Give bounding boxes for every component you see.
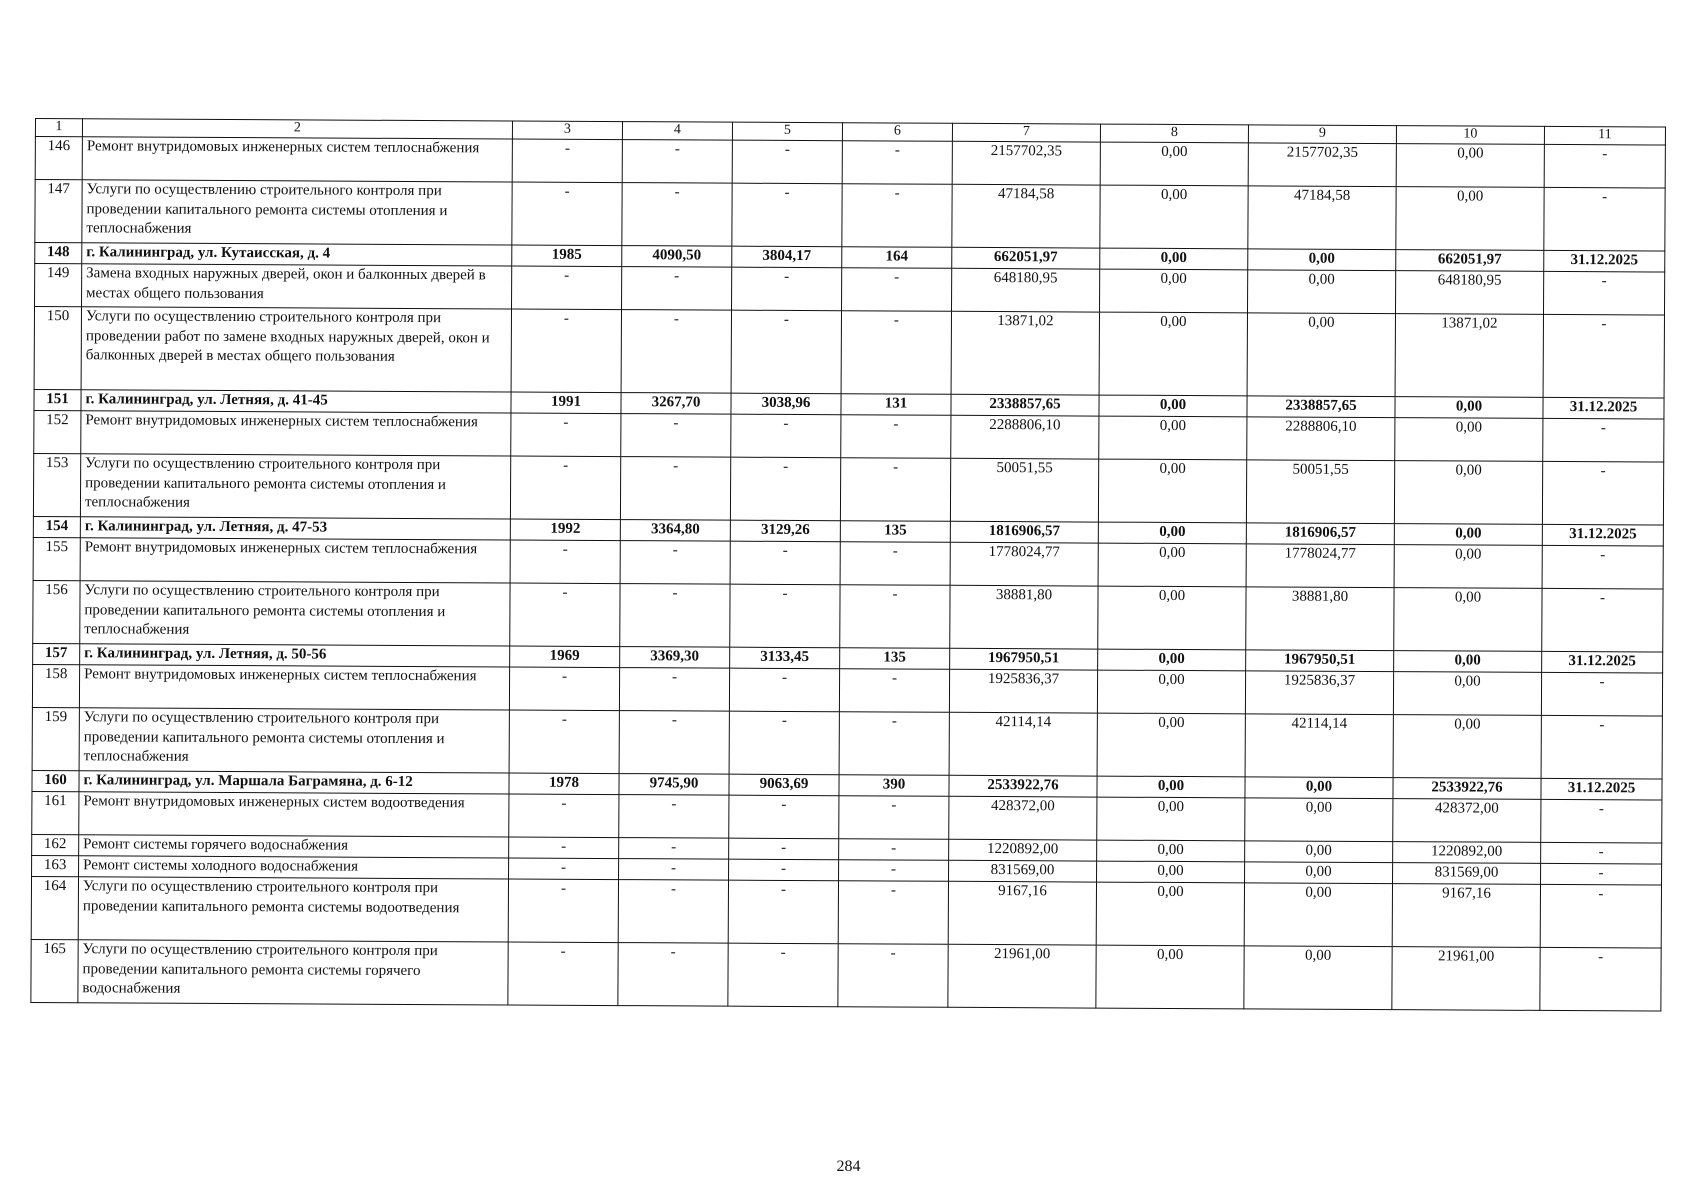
value-cell-c7: 50051,55 [950, 458, 1098, 522]
value-cell-c5: 3133,45 [730, 647, 840, 669]
value-cell-c8: 0,00 [1098, 586, 1246, 650]
value-cell-c11: 31.12.2025 [1542, 651, 1663, 673]
value-cell-c6: - [839, 712, 949, 776]
value-cell-c7: 662051,97 [952, 247, 1100, 269]
value-cell-c9: 0,00 [1245, 777, 1393, 799]
table-row [34, 307, 1664, 399]
value-cell-c6: - [842, 141, 952, 185]
value-cell-c9: 0,00 [1244, 946, 1392, 1010]
value-cell-c11: - [1540, 884, 1661, 948]
value-cell-c5: - [729, 711, 839, 775]
work-name-cell: Услуги по осуществлению строительного контроля при проведении капитального ремонта системы отопления и теплоснабжения [82, 180, 512, 245]
value-cell-c6: 135 [840, 648, 950, 670]
value-cell-c4: - [621, 414, 731, 458]
value-cell-c8: 0,00 [1099, 395, 1247, 417]
value-cell-c3: - [509, 667, 619, 711]
row-number-cell: 148 [35, 243, 82, 264]
value-cell-c4: - [622, 183, 732, 247]
value-cell-c8: 0,00 [1097, 713, 1245, 777]
table-row [35, 180, 1665, 252]
column-number: 4 [622, 122, 732, 141]
value-cell-c3: - [512, 139, 622, 183]
value-cell-c4: - [619, 668, 729, 712]
row-number-cell: 152 [34, 410, 81, 453]
row-number-cell: 158 [32, 664, 79, 707]
value-cell-c3: - [508, 942, 618, 1006]
work-name-cell: Услуги по осуществлению строительного контроля при проведении капитального ремонта системы водоотведения [78, 877, 508, 942]
value-cell-c11: - [1544, 144, 1665, 188]
value-cell-c10: 1220892,00 [1393, 842, 1541, 864]
value-cell-c11: - [1540, 947, 1661, 1011]
value-cell-c11: - [1541, 715, 1662, 779]
value-cell-c4: - [622, 267, 732, 311]
work-name-cell: Ремонт внутридомовых инженерных систем теплоснабжения [81, 411, 511, 456]
value-cell-c7: 42114,14 [949, 712, 1097, 776]
work-name-cell: Ремонт системы горячего водоснабжения [79, 835, 509, 858]
work-name-cell: г. Калининград, ул. Маршала Баграмяна, д. 6-12 [79, 771, 509, 794]
value-cell-c7: 38881,80 [950, 585, 1098, 649]
work-name-cell: г. Калининград, ул. Кутаисская, д. 4 [82, 243, 512, 266]
value-cell-c9: 50051,55 [1246, 460, 1394, 524]
value-cell-c4: - [620, 541, 730, 585]
value-cell-c4: - [619, 795, 729, 839]
row-number-cell: 154 [33, 516, 80, 537]
value-cell-c11: 31.12.2025 [1544, 250, 1665, 272]
column-number: 6 [842, 123, 952, 142]
value-cell-c3: 1991 [511, 392, 621, 414]
value-cell-c3: - [508, 879, 618, 943]
value-cell-c11: - [1541, 672, 1662, 716]
value-cell-c4: - [620, 457, 730, 521]
value-cell-c9: 0,00 [1245, 798, 1393, 842]
work-name-cell: Замена входных наружных дверей, окон и балконных дверей в местах общего пользования [82, 264, 512, 309]
value-cell-c7: 1967950,51 [950, 648, 1098, 670]
value-cell-c4: - [618, 943, 728, 1007]
value-cell-c11: - [1543, 418, 1664, 462]
value-cell-c10: 21961,00 [1392, 947, 1540, 1011]
value-cell-c9: 1967950,51 [1246, 650, 1394, 672]
value-cell-c4: - [620, 584, 730, 648]
value-cell-c7: 2338857,65 [951, 394, 1099, 416]
row-number-cell: 151 [34, 389, 81, 410]
column-number: 11 [1544, 126, 1665, 145]
row-number-cell: 149 [35, 264, 82, 307]
value-cell-c8: 0,00 [1100, 142, 1248, 186]
table-row [31, 939, 1661, 1011]
value-cell-c6: 164 [842, 247, 952, 269]
value-cell-c5: 3129,26 [730, 520, 840, 542]
value-cell-c11: 31.12.2025 [1543, 397, 1664, 419]
value-cell-c8: 0,00 [1100, 185, 1248, 249]
value-cell-c6: - [839, 796, 949, 840]
value-cell-c6: - [841, 415, 951, 459]
row-number-cell: 162 [32, 834, 79, 855]
value-cell-c7: 2288806,10 [951, 415, 1099, 459]
work-name-cell: Ремонт внутридомовых инженерных систем теплоснабжения [79, 665, 509, 710]
value-cell-c5: - [732, 183, 842, 247]
row-number-cell: 156 [33, 580, 80, 643]
value-cell-c10: 0,00 [1393, 715, 1541, 779]
value-cell-c7: 1778024,77 [950, 542, 1098, 586]
value-cell-c10: 0,00 [1394, 545, 1542, 589]
value-cell-c5: 3038,96 [731, 393, 841, 415]
value-cell-c10: 0,00 [1393, 672, 1541, 716]
column-number: 2 [82, 119, 512, 139]
value-cell-c8: 0,00 [1097, 840, 1245, 862]
value-cell-c11: - [1542, 545, 1663, 589]
value-cell-c8: 0,00 [1097, 776, 1245, 798]
value-cell-c4: - [621, 310, 731, 394]
work-name-cell: г. Калининград, ул. Летняя, д. 47-53 [80, 517, 510, 540]
value-cell-c4: 3364,80 [620, 520, 730, 542]
value-cell-c6: - [841, 311, 951, 395]
value-cell-c7: 21961,00 [948, 944, 1096, 1008]
work-name-cell: Услуги по осуществлению строительного контроля при проведении капитального ремонта системы отопления и теплоснабжения [79, 708, 509, 773]
value-cell-c9: 0,00 [1247, 270, 1395, 314]
value-cell-c11: - [1544, 187, 1665, 251]
value-cell-c9: 1925836,37 [1245, 671, 1393, 715]
value-cell-c6: - [839, 669, 949, 713]
value-cell-c3: - [509, 710, 619, 774]
value-cell-c5: - [728, 880, 838, 944]
value-cell-c9: 42114,14 [1245, 714, 1393, 778]
value-cell-c9: 0,00 [1248, 249, 1396, 271]
value-cell-c5: - [730, 541, 840, 585]
value-cell-c5: 9063,69 [729, 774, 839, 796]
row-number-cell: 147 [35, 180, 82, 243]
value-cell-c5: - [731, 310, 841, 394]
value-cell-c3: - [510, 456, 620, 520]
value-cell-c10: 0,00 [1394, 588, 1542, 652]
work-name-cell: Ремонт внутридомовых инженерных систем теплоснабжения [82, 137, 512, 182]
value-cell-c6: - [838, 881, 948, 945]
row-number-cell: 165 [31, 939, 78, 1002]
value-cell-c7: 9167,16 [948, 881, 1096, 945]
work-name-cell: г. Калининград, ул. Летняя, д. 41-45 [81, 390, 511, 413]
value-cell-c9: 2288806,10 [1247, 417, 1395, 461]
page-number: 284 [836, 1158, 861, 1175]
value-cell-c11: - [1541, 842, 1662, 864]
value-cell-c3: 1969 [510, 646, 620, 668]
column-number: 9 [1248, 125, 1396, 144]
value-cell-c8: 0,00 [1099, 416, 1247, 460]
value-cell-c3: 1985 [512, 245, 622, 267]
value-cell-c6: - [839, 839, 949, 861]
value-cell-c3: - [512, 182, 622, 246]
value-cell-c4: - [619, 711, 729, 775]
work-name-cell: Ремонт внутридомовых инженерных систем теплоснабжения [80, 538, 510, 583]
value-cell-c5: - [729, 859, 839, 881]
value-cell-c5: - [729, 668, 839, 712]
value-cell-c7: 2157702,35 [952, 141, 1100, 185]
work-name-cell: г. Калининград, ул. Летняя, д. 50-56 [80, 644, 510, 667]
value-cell-c10: 0,00 [1396, 187, 1544, 251]
value-cell-c9: 0,00 [1245, 841, 1393, 863]
value-cell-c11: 31.12.2025 [1541, 778, 1662, 800]
value-cell-c9: 1778024,77 [1246, 544, 1394, 588]
row-number-cell: 163 [32, 855, 79, 876]
value-cell-c3: - [511, 413, 621, 457]
table-row [31, 876, 1661, 948]
value-cell-c6: 135 [840, 521, 950, 543]
value-cell-c3: - [510, 583, 620, 647]
value-cell-c5: 3804,17 [732, 246, 842, 268]
value-cell-c5: - [729, 838, 839, 860]
value-cell-c9: 2338857,65 [1247, 396, 1395, 418]
value-cell-c10: 9167,16 [1392, 884, 1540, 948]
row-number-cell: 155 [33, 537, 80, 580]
works-table [30, 118, 1666, 1012]
value-cell-c3: 1992 [510, 519, 620, 541]
value-cell-c4: - [619, 859, 729, 881]
column-number: 5 [732, 122, 842, 141]
value-cell-c3: - [512, 266, 622, 310]
value-cell-c10: 662051,97 [1396, 250, 1544, 272]
row-number-cell: 146 [35, 137, 82, 180]
value-cell-c3: - [509, 837, 619, 859]
value-cell-c9: 38881,80 [1246, 587, 1394, 651]
value-cell-c8: 0,00 [1100, 248, 1248, 270]
value-cell-c8: 0,00 [1097, 861, 1245, 883]
value-cell-c7: 2533922,76 [949, 775, 1097, 797]
value-cell-c5: - [730, 584, 840, 648]
value-cell-c6: - [840, 542, 950, 586]
value-cell-c6: - [840, 585, 950, 649]
column-number: 1 [35, 119, 82, 137]
value-cell-c6: - [838, 944, 948, 1008]
row-number-cell: 164 [31, 876, 78, 939]
value-cell-c11: 31.12.2025 [1542, 524, 1663, 546]
value-cell-c4: 9745,90 [619, 774, 729, 796]
value-cell-c4: 4090,50 [622, 246, 732, 268]
value-cell-c7: 1220892,00 [949, 839, 1097, 861]
value-cell-c11: - [1541, 799, 1662, 843]
value-cell-c7: 1816906,57 [950, 521, 1098, 543]
row-number-cell: 160 [32, 770, 79, 791]
value-cell-c9: 0,00 [1245, 862, 1393, 884]
value-cell-c7: 1925836,37 [949, 669, 1097, 713]
value-cell-c3: - [509, 858, 619, 880]
value-cell-c6: 390 [839, 775, 949, 797]
value-cell-c3: 1978 [509, 773, 619, 795]
value-cell-c9: 1816906,57 [1246, 523, 1394, 545]
value-cell-c5: - [728, 943, 838, 1007]
value-cell-c3: - [509, 794, 619, 838]
value-cell-c5: - [729, 795, 839, 839]
value-cell-c4: - [619, 838, 729, 860]
value-cell-c11: - [1543, 271, 1664, 315]
value-cell-c9: 47184,58 [1248, 186, 1396, 250]
value-cell-c8: 0,00 [1098, 543, 1246, 587]
value-cell-c10: 0,00 [1394, 524, 1542, 546]
value-cell-c5: - [730, 457, 840, 521]
value-cell-c5: - [731, 414, 841, 458]
value-cell-c5: - [732, 140, 842, 184]
value-cell-c10: 0,00 [1396, 144, 1544, 188]
value-cell-c3: - [511, 309, 621, 393]
value-cell-c10: 0,00 [1395, 418, 1543, 462]
value-cell-c3: - [510, 540, 620, 584]
table-body [31, 119, 1666, 1012]
value-cell-c10: 831569,00 [1393, 863, 1541, 885]
value-cell-c10: 13871,02 [1395, 314, 1543, 398]
value-cell-c8: 0,00 [1097, 670, 1245, 714]
value-cell-c8: 0,00 [1098, 649, 1246, 671]
work-name-cell: Ремонт системы холодного водоснабжения [79, 856, 509, 879]
value-cell-c7: 428372,00 [949, 796, 1097, 840]
value-cell-c8: 0,00 [1099, 312, 1247, 396]
value-cell-c7: 831569,00 [949, 860, 1097, 882]
row-number-cell: 150 [34, 307, 81, 390]
work-name-cell: Ремонт внутридомовых инженерных систем водоотведения [79, 792, 509, 837]
column-number: 7 [952, 123, 1100, 142]
value-cell-c5: - [732, 267, 842, 311]
value-cell-c6: 131 [841, 394, 951, 416]
work-name-cell: Услуги по осуществлению строительного контроля при проведении капитального ремонта системы отопления и теплоснабжения [80, 454, 510, 519]
value-cell-c6: - [842, 184, 952, 248]
work-name-cell: Услуги по осуществлению строительного контроля при проведении капитального ремонта системы горячего водоснабжения [78, 940, 508, 1005]
column-number: 8 [1100, 124, 1248, 143]
value-cell-c8: 0,00 [1097, 797, 1245, 841]
table-row [32, 707, 1662, 779]
work-name-cell: Услуги по осуществлению строительного контроля при проведении работ по замене входных наружных дверей, окон и балконных дверей в местах общего пользования [81, 307, 511, 392]
row-number-cell: 161 [32, 791, 79, 834]
value-cell-c4: 3267,70 [621, 393, 731, 415]
value-cell-c11: - [1542, 461, 1663, 525]
value-cell-c6: - [839, 860, 949, 882]
value-cell-c8: 0,00 [1098, 522, 1246, 544]
value-cell-c7: 47184,58 [952, 184, 1100, 248]
value-cell-c7: 648180,95 [952, 268, 1100, 312]
value-cell-c6: - [842, 268, 952, 312]
value-cell-c4: 3369,30 [620, 647, 730, 669]
value-cell-c4: - [622, 140, 732, 184]
table-row [33, 453, 1663, 525]
value-cell-c9: 0,00 [1247, 313, 1395, 397]
value-cell-c9: 2157702,35 [1248, 143, 1396, 187]
value-cell-c8: 0,00 [1096, 882, 1244, 946]
value-cell-c6: - [840, 458, 950, 522]
table-row [33, 580, 1663, 652]
value-cell-c4: - [618, 880, 728, 944]
row-number-cell: 157 [33, 643, 80, 664]
value-cell-c10: 0,00 [1394, 461, 1542, 525]
value-cell-c8: 0,00 [1099, 269, 1247, 313]
value-cell-c11: - [1542, 588, 1663, 652]
value-cell-c8: 0,00 [1096, 945, 1244, 1009]
value-cell-c9: 0,00 [1244, 883, 1392, 947]
column-number: 10 [1396, 126, 1544, 145]
value-cell-c11: - [1543, 314, 1664, 398]
value-cell-c11: - [1541, 863, 1662, 885]
column-number: 3 [512, 121, 622, 140]
value-cell-c10: 648180,95 [1395, 271, 1543, 315]
work-name-cell: Услуги по осуществлению строительного контроля при проведении капитального ремонта системы отопления и теплоснабжения [80, 581, 510, 646]
value-cell-c10: 428372,00 [1393, 799, 1541, 843]
row-number-cell: 159 [32, 707, 79, 770]
value-cell-c10: 2533922,76 [1393, 778, 1541, 800]
value-cell-c10: 0,00 [1394, 651, 1542, 673]
value-cell-c8: 0,00 [1098, 459, 1246, 523]
row-number-cell: 153 [33, 453, 80, 516]
value-cell-c10: 0,00 [1395, 397, 1543, 419]
value-cell-c7: 13871,02 [951, 311, 1099, 395]
